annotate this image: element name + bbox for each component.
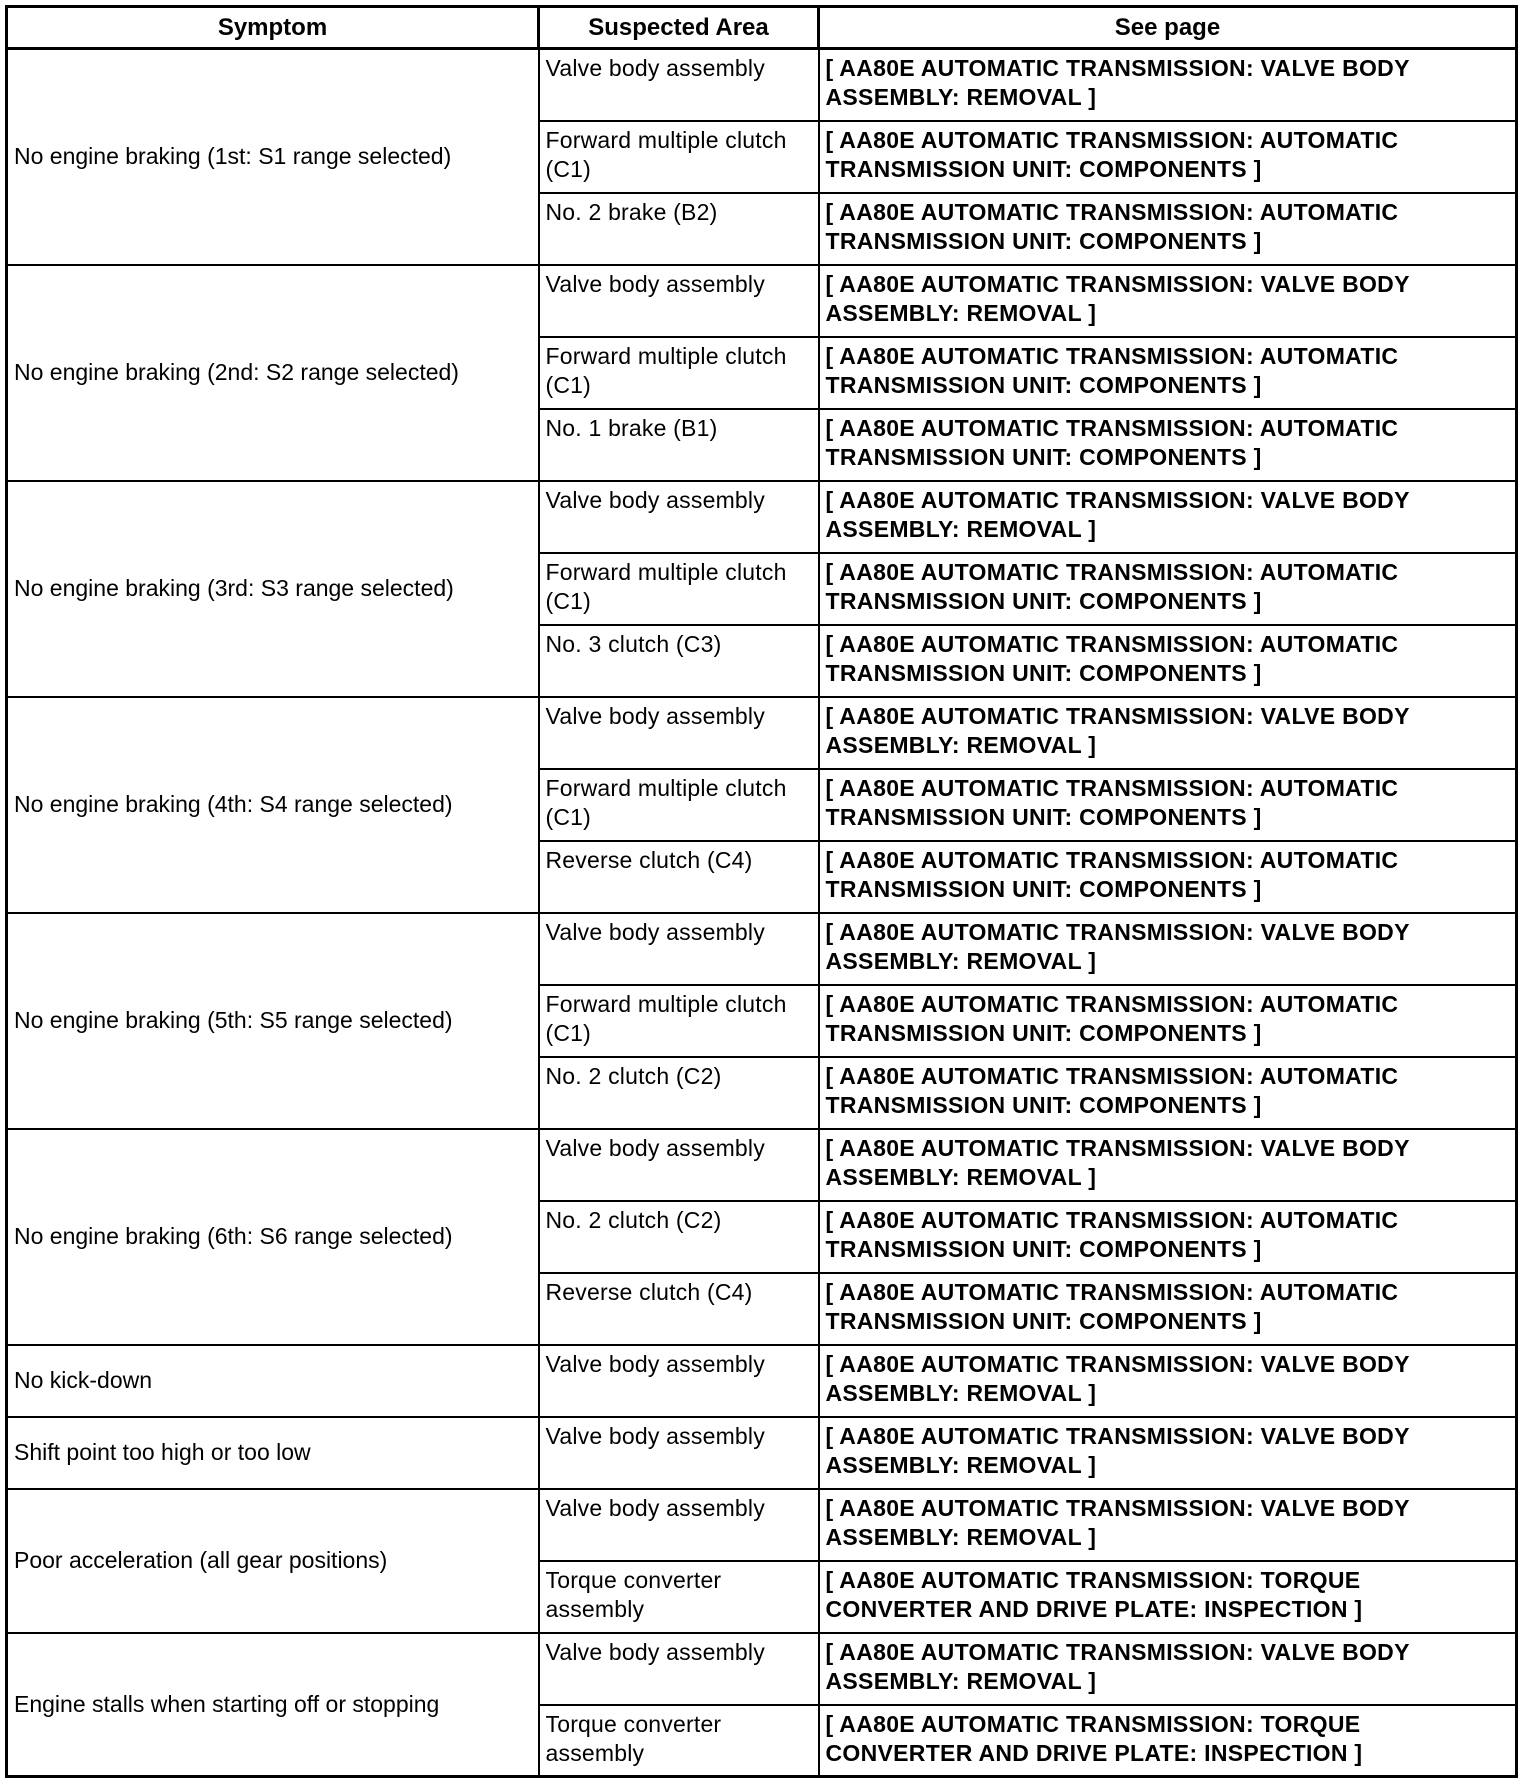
suspected-area-cell: Reverse clutch (C4) [539,841,819,913]
symptom-cell: No engine braking (4th: S4 range selected) [7,697,539,913]
document [5,5,1515,1791]
suspected-area-cell: Forward multiple clutch (C1) [539,121,819,193]
see-page-reference: [ AA80E AUTOMATIC TRANSMISSION: VALVE BODY ASSEMBLY: REMOVAL ] [819,913,1517,985]
see-page-reference: [ AA80E AUTOMATIC TRANSMISSION: VALVE BODY ASSEMBLY: REMOVAL ] [819,1417,1517,1489]
see-page-reference: [ AA80E AUTOMATIC TRANSMISSION: AUTOMATIC TRANSMISSION UNIT: COMPONENTS ] [819,625,1517,697]
suspected-area-cell: No. 2 brake (B2) [539,193,819,265]
suspected-area-cell: No. 3 clutch (C3) [539,625,819,697]
see-page-reference: [ AA80E AUTOMATIC TRANSMISSION: VALVE BODY ASSEMBLY: REMOVAL ] [819,1633,1517,1705]
header-row [7,7,1517,49]
see-page-reference: [ AA80E AUTOMATIC TRANSMISSION: VALVE BODY ASSEMBLY: REMOVAL ] [819,1489,1517,1561]
suspected-area-cell: Reverse clutch (C4) [539,1273,819,1345]
symptom-cell: No engine braking (2nd: S2 range selected) [7,265,539,481]
suspected-area-cell: Valve body assembly [539,697,819,769]
symptom-cell: No engine braking (6th: S6 range selected) [7,1129,539,1345]
table-row [7,697,1517,769]
suspected-area-cell: Valve body assembly [539,1129,819,1201]
table-row [7,265,1517,337]
suspected-area-cell: Valve body assembly [539,1345,819,1417]
see-page-reference: [ AA80E AUTOMATIC TRANSMISSION: AUTOMATIC TRANSMISSION UNIT: COMPONENTS ] [819,409,1517,481]
suspected-area-cell: Valve body assembly [539,49,819,121]
symptom-cell: Poor acceleration (all gear positions) [7,1489,539,1633]
see-page-reference: [ AA80E AUTOMATIC TRANSMISSION: VALVE BODY ASSEMBLY: REMOVAL ] [819,481,1517,553]
table-row [7,1345,1517,1417]
header-see-page: See page [819,7,1517,49]
table-row [7,481,1517,553]
table-header [7,7,1517,49]
see-page-reference: [ AA80E AUTOMATIC TRANSMISSION: VALVE BODY ASSEMBLY: REMOVAL ] [819,265,1517,337]
table-body [7,49,1517,1777]
see-page-reference: [ AA80E AUTOMATIC TRANSMISSION: TORQUE CONVERTER AND DRIVE PLATE: INSPECTION ] [819,1561,1517,1633]
see-page-reference: [ AA80E AUTOMATIC TRANSMISSION: AUTOMATIC TRANSMISSION UNIT: COMPONENTS ] [819,1057,1517,1129]
see-page-reference: [ AA80E AUTOMATIC TRANSMISSION: VALVE BODY ASSEMBLY: REMOVAL ] [819,1345,1517,1417]
table-row [7,49,1517,121]
suspected-area-cell: No. 2 clutch (C2) [539,1057,819,1129]
table-row [7,1633,1517,1705]
see-page-reference: [ AA80E AUTOMATIC TRANSMISSION: AUTOMATIC TRANSMISSION UNIT: COMPONENTS ] [819,337,1517,409]
suspected-area-cell: Torque converter assembly [539,1705,819,1777]
suspected-area-cell: Torque converter assembly [539,1561,819,1633]
see-page-reference: [ AA80E AUTOMATIC TRANSMISSION: AUTOMATIC TRANSMISSION UNIT: COMPONENTS ] [819,769,1517,841]
header-symptom: Symptom [7,7,539,49]
symptom-cell: No engine braking (5th: S5 range selected) [7,913,539,1129]
table-row [7,1129,1517,1201]
see-page-reference: [ AA80E AUTOMATIC TRANSMISSION: AUTOMATIC TRANSMISSION UNIT: COMPONENTS ] [819,1201,1517,1273]
symptom-cell: No engine braking (3rd: S3 range selected) [7,481,539,697]
suspected-area-cell: Forward multiple clutch (C1) [539,337,819,409]
suspected-area-cell: Forward multiple clutch (C1) [539,553,819,625]
symptom-cell: Shift point too high or too low [7,1417,539,1489]
symptom-cell: No kick-down [7,1345,539,1417]
see-page-reference: [ AA80E AUTOMATIC TRANSMISSION: TORQUE CONVERTER AND DRIVE PLATE: INSPECTION ] [819,1705,1517,1777]
suspected-area-cell: Valve body assembly [539,1489,819,1561]
see-page-reference: [ AA80E AUTOMATIC TRANSMISSION: VALVE BODY ASSEMBLY: REMOVAL ] [819,1129,1517,1201]
see-page-reference: [ AA80E AUTOMATIC TRANSMISSION: AUTOMATIC TRANSMISSION UNIT: COMPONENTS ] [819,841,1517,913]
suspected-area-cell: Valve body assembly [539,1633,819,1705]
suspected-area-cell: Valve body assembly [539,913,819,985]
see-page-reference: [ AA80E AUTOMATIC TRANSMISSION: AUTOMATIC TRANSMISSION UNIT: COMPONENTS ] [819,193,1517,265]
suspected-area-cell: Valve body assembly [539,265,819,337]
see-page-reference: [ AA80E AUTOMATIC TRANSMISSION: VALVE BODY ASSEMBLY: REMOVAL ] [819,49,1517,121]
symptom-cell: No engine braking (1st: S1 range selected) [7,49,539,265]
suspected-area-cell: Valve body assembly [539,481,819,553]
suspected-area-cell: No. 1 brake (B1) [539,409,819,481]
table-row [7,1417,1517,1489]
see-page-reference: [ AA80E AUTOMATIC TRANSMISSION: AUTOMATIC TRANSMISSION UNIT: COMPONENTS ] [819,1273,1517,1345]
suspected-area-cell: Valve body assembly [539,1417,819,1489]
suspected-area-cell: Forward multiple clutch (C1) [539,769,819,841]
see-page-reference: [ AA80E AUTOMATIC TRANSMISSION: AUTOMATIC TRANSMISSION UNIT: COMPONENTS ] [819,121,1517,193]
header-suspected-area: Suspected Area [539,7,819,49]
see-page-reference: [ AA80E AUTOMATIC TRANSMISSION: VALVE BODY ASSEMBLY: REMOVAL ] [819,697,1517,769]
suspected-area-cell: Forward multiple clutch (C1) [539,985,819,1057]
see-page-reference: [ AA80E AUTOMATIC TRANSMISSION: AUTOMATIC TRANSMISSION UNIT: COMPONENTS ] [819,985,1517,1057]
table-row [7,913,1517,985]
table-row [7,1489,1517,1561]
symptom-cell: Engine stalls when starting off or stopping [7,1633,539,1777]
see-page-reference: [ AA80E AUTOMATIC TRANSMISSION: AUTOMATIC TRANSMISSION UNIT: COMPONENTS ] [819,553,1517,625]
troubleshooting-table [5,5,1518,1778]
suspected-area-cell: No. 2 clutch (C2) [539,1201,819,1273]
